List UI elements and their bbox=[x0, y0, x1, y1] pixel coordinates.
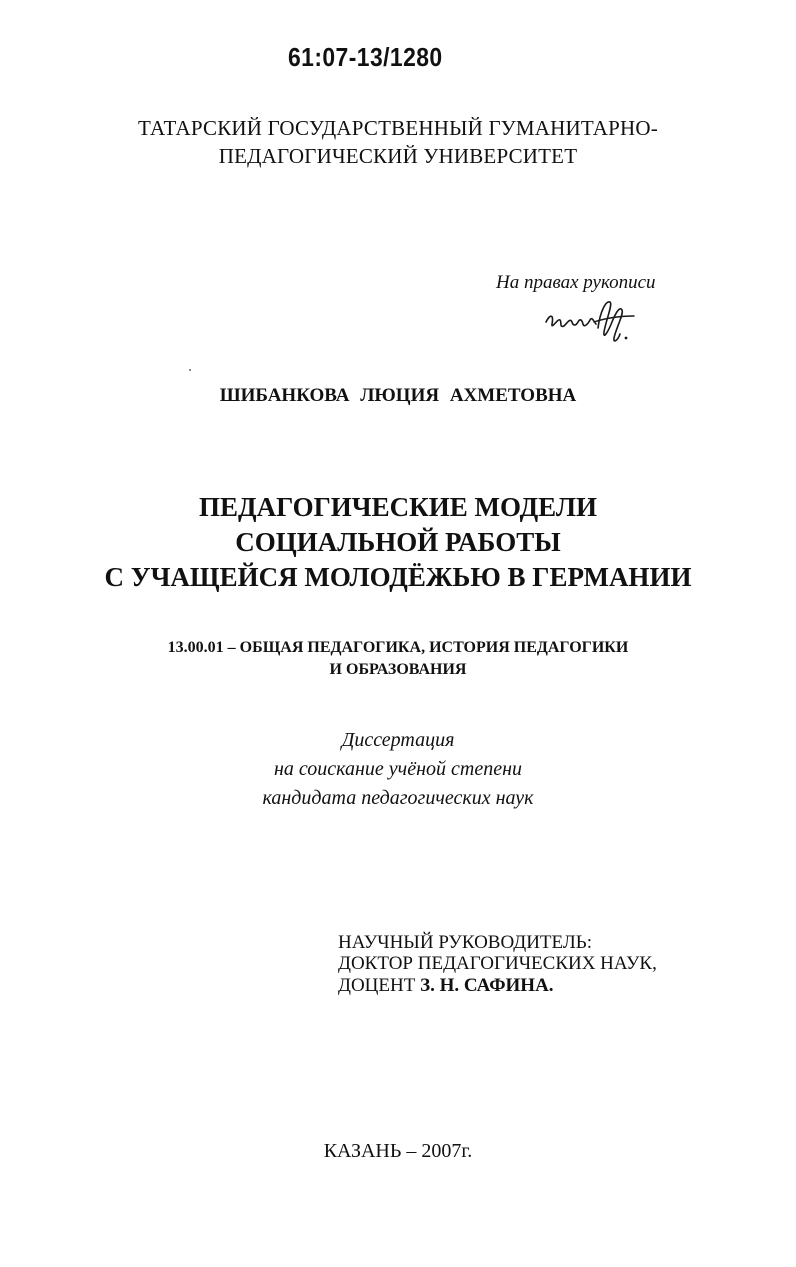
catalog-number: 61:07-13/1280 bbox=[288, 42, 443, 72]
advisor-rank: ДОЦЕНТ bbox=[338, 975, 416, 996]
degree-line-3: кандидата педагогических наук bbox=[262, 787, 534, 809]
advisor-title-and-name bbox=[338, 973, 554, 999]
specialty-code-line-2: И ОБРАЗОВАНИЯ bbox=[329, 661, 467, 678]
advisor-role: НАУЧНЫЙ РУКОВОДИТЕЛЬ: bbox=[338, 932, 592, 953]
scan-dot bbox=[189, 369, 191, 371]
manuscript-rights-note: На правах рукописи bbox=[496, 272, 656, 293]
university-name-line-1: ТАТАРСКИЙ ГОСУДАРСТВЕННЫЙ ГУМАНИТАРНО- bbox=[138, 116, 658, 140]
specialty-code-line-1: 13.00.01 – ОБЩАЯ ПЕДАГОГИКА, ИСТОРИЯ ПЕДАГОГИКИ bbox=[167, 639, 629, 656]
degree-line-2: на соискание учёной степени bbox=[273, 758, 523, 780]
handwritten-signature bbox=[540, 292, 640, 348]
thesis-title-line-2: СОЦИАЛЬНОЙ РАБОТЫ bbox=[235, 527, 561, 557]
degree-line-1: Диссертация bbox=[341, 729, 455, 751]
advisor-degree: ДОКТОР ПЕДАГОГИЧЕСКИХ НАУК, bbox=[338, 953, 657, 974]
city-and-year: КАЗАНЬ – 2007г. bbox=[323, 1140, 473, 1162]
author-name: ШИБАНКОВА ЛЮЦИЯ АХМЕТОВНА bbox=[219, 385, 577, 406]
thesis-title-line-1: ПЕДАГОГИЧЕСКИЕ МОДЕЛИ bbox=[199, 492, 597, 522]
advisor-name: З. Н. САФИНА. bbox=[420, 975, 554, 996]
university-name-line-2: ПЕДАГОГИЧЕСКИЙ УНИВЕРСИТЕТ bbox=[218, 144, 578, 168]
thesis-title-line-3: С УЧАЩЕЙСЯ МОЛОДЁЖЬЮ В ГЕРМАНИИ bbox=[104, 562, 692, 592]
